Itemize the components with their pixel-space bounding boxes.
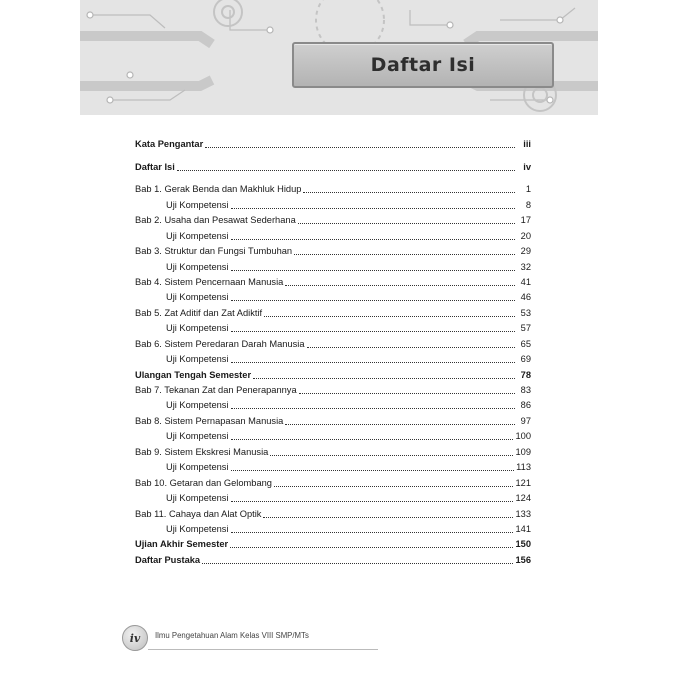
toc-entry-label: Daftar Isi: [135, 161, 175, 172]
toc-entry-page: 133: [515, 508, 531, 519]
toc-entry-page: 53: [520, 307, 531, 318]
toc-entry-label: Kata Pengantar: [135, 139, 204, 150]
toc-entry-label: Uji Kompetensi: [166, 323, 229, 334]
toc-entry: [135, 442, 531, 457]
toc-entry: [135, 180, 531, 195]
toc-entry: [135, 226, 531, 241]
toc-entry-label: Uji Kompetensi: [166, 354, 229, 365]
toc-entry-label: Bab 6. Sistem Peredaran Darah Manusia: [135, 338, 305, 349]
toc-entry-page: 109: [515, 446, 531, 457]
toc-entry-label: Uji Kompetensi: [166, 523, 229, 534]
toc-entry-page: 121: [515, 477, 531, 488]
toc-entry-page: 78: [520, 369, 531, 380]
toc-leader-dots: [231, 500, 514, 502]
toc-leader-dots: [264, 315, 515, 317]
toc-leader-dots: [274, 485, 514, 487]
toc-entry-label: Uji Kompetensi: [166, 400, 229, 411]
toc-leader-dots: [230, 546, 513, 548]
toc-entry: [135, 211, 531, 226]
toc-entry-label: Bab 3. Struktur dan Fungsi Tumbuhan: [135, 246, 293, 257]
toc-leader-dots: [231, 531, 514, 533]
toc-leader-dots: [299, 392, 515, 394]
toc-leader-dots: [270, 454, 513, 456]
toc-leader-dots: [205, 146, 515, 148]
toc-entry: [135, 350, 531, 365]
toc-entry-page: iv: [523, 161, 531, 172]
toc-leader-dots: [231, 269, 515, 271]
toc-leader-dots: [231, 207, 515, 209]
toc-entry-page: 57: [520, 323, 531, 334]
toc-leader-dots: [231, 438, 514, 440]
toc-entry: [135, 550, 531, 565]
toc-leader-dots: [231, 361, 515, 363]
toc-entry-page: 86: [520, 400, 531, 411]
toc-leader-dots: [294, 253, 515, 255]
toc-entry: [135, 273, 531, 288]
toc-entry: [135, 458, 531, 473]
toc-entry-label: Bab 8. Sistem Pernapasan Manusia: [135, 415, 284, 426]
toc-entry-page: iii: [523, 139, 531, 150]
toc-entry-label: Ulangan Tengah Semester: [135, 369, 252, 380]
toc-entry-label: Bab 4. Sistem Pencernaan Manusia: [135, 276, 284, 287]
toc-entry-label: Uji Kompetensi: [166, 493, 229, 504]
toc-entry-page: 8: [525, 199, 531, 210]
toc-leader-dots: [298, 222, 515, 224]
toc-leader-dots: [263, 516, 513, 518]
toc-entry: [135, 411, 531, 426]
toc-entry-page: 124: [515, 493, 531, 504]
title-box: [292, 42, 554, 88]
toc-entry-page: 97: [520, 415, 531, 426]
toc-entry: [135, 396, 531, 411]
toc-entry-label: Uji Kompetensi: [166, 230, 229, 241]
toc-entry-page: 156: [515, 554, 531, 565]
toc-leader-dots: [303, 191, 515, 193]
toc-entry-page: 83: [520, 385, 531, 395]
toc-entry-page: 46: [520, 292, 531, 303]
toc-entry-page: 17: [520, 215, 531, 226]
toc-entry-label: Bab 5. Zat Aditif dan Zat Adiktif: [135, 307, 263, 318]
header-banner: [80, 0, 598, 115]
toc-entry-page: 1: [525, 184, 531, 195]
toc-entry-label: Uji Kompetensi: [166, 431, 229, 442]
toc-entry-label: Bab 2. Usaha dan Pesawat Sederhana: [135, 215, 296, 226]
toc-entry-page: 32: [520, 261, 531, 272]
toc-leader-dots: [231, 299, 515, 301]
page-footer: [118, 622, 518, 652]
book-title: Ilmu Pengetahuan Alam Kelas VIII SMP/MTs: [155, 631, 309, 640]
toc-entry: [135, 381, 531, 396]
toc-leader-dots: [231, 469, 515, 471]
toc-leader-dots: [231, 330, 515, 332]
toc-entry-label: Uji Kompetensi: [166, 462, 229, 473]
toc-entry: [135, 535, 531, 550]
toc-leader-dots: [285, 423, 515, 425]
toc-leader-dots: [285, 284, 515, 286]
toc-leader-dots: [231, 407, 515, 409]
toc-entry-label: Bab 10. Getaran dan Gelombang: [135, 477, 272, 488]
toc-entry: [135, 319, 531, 334]
toc-leader-dots: [307, 346, 515, 348]
toc-entry: [135, 334, 531, 349]
toc-leader-dots: [231, 238, 515, 240]
toc-entry: [135, 242, 531, 257]
page-number-badge: iv: [122, 625, 148, 651]
toc-leader-dots: [177, 169, 515, 171]
toc-entry: [135, 157, 531, 172]
toc-entry-page: 20: [520, 230, 531, 241]
toc-entry-label: Bab 9. Sistem Ekskresi Manusia: [135, 446, 269, 457]
toc-entry-label: Bab 11. Cahaya dan Alat Optik: [135, 508, 262, 519]
toc-entry: [135, 303, 531, 318]
toc-entry-page: 29: [520, 246, 531, 257]
toc-entry-page: 65: [520, 338, 531, 349]
toc-entry: [135, 489, 531, 504]
toc-entry-label: Bab 1. Gerak Benda dan Makhluk Hidup: [135, 184, 302, 195]
toc-entry-label: Uji Kompetensi: [166, 261, 229, 272]
toc-entry-page: 100: [515, 431, 531, 442]
toc-entry: [135, 365, 531, 380]
toc-entry: [135, 427, 531, 442]
toc-entry-label: Daftar Pustaka: [135, 554, 201, 565]
toc-leader-dots: [202, 562, 513, 564]
toc-entry-page: 69: [520, 354, 531, 365]
toc-entry: [135, 473, 531, 488]
toc-entry-page: 150: [515, 539, 531, 550]
toc-entry: [135, 135, 531, 150]
page-title: Daftar Isi: [370, 54, 476, 76]
toc-entry-label: Uji Kompetensi: [166, 199, 229, 210]
toc-entry: [135, 520, 531, 535]
toc-leader-dots: [253, 377, 515, 379]
toc-entry-page: 113: [516, 462, 531, 473]
footer-divider: [148, 649, 378, 650]
toc-entry-page: 41: [520, 276, 531, 287]
toc-entry: [135, 195, 531, 210]
toc-entry-label: Uji Kompetensi: [166, 292, 229, 303]
toc-entry: [135, 257, 531, 272]
toc-entry: [135, 288, 531, 303]
table-of-contents: [135, 135, 531, 566]
toc-entry-label: Bab 7. Tekanan Zat dan Penerapannya: [135, 385, 297, 395]
toc-entry-label: Ujian Akhir Semester: [135, 539, 229, 550]
toc-entry-page: 141: [515, 523, 531, 534]
toc-entry: [135, 504, 531, 519]
